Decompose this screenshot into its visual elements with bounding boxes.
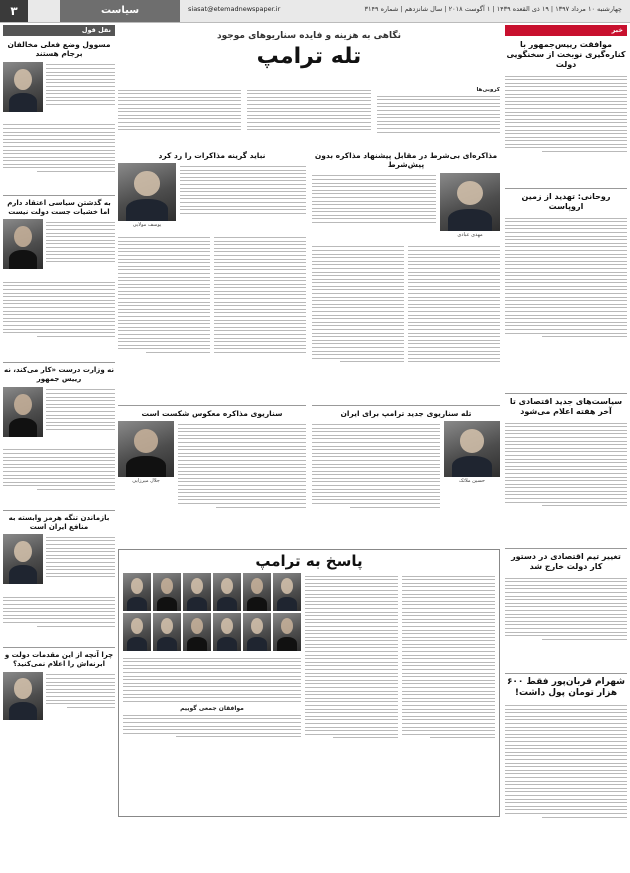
headline-rouhani: روحانی: تهدید از زمین اروپاست [521, 192, 611, 211]
quote-3-photo [3, 387, 43, 437]
mirzaei-photo [118, 421, 174, 477]
article-ebadi [312, 151, 500, 401]
headline-nobakht: موافقت رییس‌جمهور با کناره‌گیری نوبخت از سخنگویی دولت [506, 40, 626, 69]
feature-kicker: نگاهی به هزینه و فایده سناریوهای موجود [216, 31, 402, 41]
molaei-caption: یوسف مولایی [132, 222, 162, 229]
article-economic-team-body [505, 575, 627, 670]
politician-photo [153, 573, 181, 611]
politician-photo [273, 613, 301, 651]
feature-intro [118, 87, 500, 147]
article-rouhani-body [505, 215, 627, 390]
quote-4-photo [3, 534, 43, 584]
politician-photo [213, 573, 241, 611]
article-molaei-title: نباید گرینه مذاکرات را رد کرد [158, 151, 266, 160]
malaek-caption: حسین ملائک [459, 478, 485, 485]
politician-photo [153, 613, 181, 651]
politician-photo [123, 613, 151, 651]
politician-photo [243, 573, 271, 611]
article-mirzaei-title: سناریوی مذاکره معکوس شکست است [141, 409, 283, 418]
malaek-photo [444, 421, 500, 477]
headline-ghorbanpour: شهرام قربان‌پور فقط ۶۰۰ هزار تومان پول داشت! [506, 677, 626, 699]
article-molaei [118, 151, 306, 401]
quote-headline-1: مسوول وضع فعلی مخالفان برجام هستند [7, 40, 111, 59]
ebadi-caption: مهدی عبادی [457, 231, 483, 238]
article-malaek [312, 405, 500, 549]
politicians-photo-grid [123, 573, 301, 651]
politician-photo [243, 613, 271, 651]
quote-1-photo [3, 62, 43, 112]
intro-label: کروبی‌ها [476, 87, 500, 93]
section-name: سیاست [60, 0, 180, 22]
headline-economic-policy: سیاست‌های جدید اقتصادی تا آخر هفته اعلام می‌شود [509, 397, 623, 416]
headline-economic-team: تغییر تیم اقتصادی در دستور کار دولت خارج شد [511, 552, 621, 571]
politician-photo [273, 573, 301, 611]
ebadi-photo [440, 173, 500, 231]
top-bar [0, 0, 630, 23]
quote-headline-5: چرا آنچه از این مقدمات دولت و ابرنه‌اش را اعلام نمی‌کنید؟ [4, 651, 114, 668]
response-to-trump-box [118, 549, 500, 817]
quote-headline-2: به گذشتن سیاسی اعتقاد دارم اما خشیات جست دولت نیست [7, 198, 111, 216]
article-economic-policy-body [505, 420, 627, 545]
page-number: ۳ [0, 0, 28, 22]
politician-photo [213, 613, 241, 651]
left-column [3, 25, 115, 817]
quotes-label: نقل قول [3, 25, 115, 36]
response-to-trump-title: پاسخ به ترامپ [255, 552, 363, 570]
quote-headline-4: بازماندن تنگه هرمز وابسته به منافع ایران است [8, 513, 110, 531]
quote-5-photo [3, 672, 43, 720]
politician-photo [183, 573, 211, 611]
feature-title: تله ترامپ [256, 44, 362, 69]
article-nobakht-body [505, 73, 627, 185]
quote-headline-3: نه وزارت درست «کار می‌کند، نه رییس جمهور [4, 366, 114, 383]
right-column [505, 25, 627, 817]
contact-email[interactable]: siasat@etemadnewspaper.ir [188, 5, 281, 13]
mirzaei-caption: جلال میرزایی [132, 478, 160, 485]
issue-date: چهارشنبه ۱۰ مرداد ۱۳۹۷ | ۱۹ ذی القعده ۱۴۳۹ | ۱ آگوست ۲۰۱۸ | سال شانزدهم | شماره ۳۱۴۹ [364, 5, 622, 13]
politician-photo [123, 573, 151, 611]
politician-photo [183, 613, 211, 651]
news-label: خبر [505, 25, 627, 36]
molaei-photo [118, 163, 176, 221]
article-malaek-title: تله سناریوی جدید ترامپ برای ایران [340, 409, 472, 418]
response-subhead: موافقان جمعی گوییم [180, 704, 244, 712]
article-ebadi-title: مذاکره‌ای بی‌شرط در مقابل پیشنهاد مذاکره بدون پیش‌شرط [314, 151, 498, 170]
article-mirzaei [118, 405, 306, 549]
main-feature [118, 25, 500, 817]
article-ghorbanpour-body [505, 703, 627, 873]
quote-2-photo [3, 219, 43, 269]
